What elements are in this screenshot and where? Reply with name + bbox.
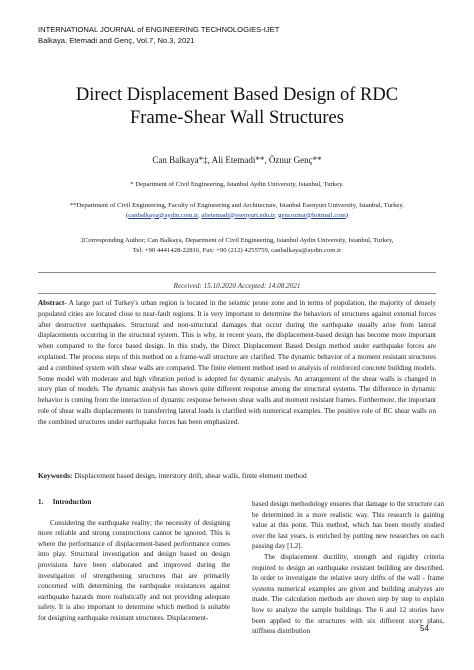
- intro-paragraph-1: Considering the earthquake reality; the necessity of designing more reliable and strong constructions cannot be ignored. This is where the performance of displacement-based performance comes into play. Structural investigation and design based on design provisions have been elaborated and improved during the investigation of strengthening structures that are primarily concerned with determining the earthquake resistances against earthquake hazards more realistically and not providing adequate safety. It is also important to determine which method is suitable for designing earthquake resistant structures. Displacement-: [38, 518, 230, 622]
- corresponding-author: [0, 236, 474, 255]
- affiliation-2: [0, 201, 474, 220]
- intro-paragraph-1-cont: based design methodology ensures that damage to the structure can be determined in a more realistic way. This research is gaining value at this point. This method, which has been mostly studied over the last years, is enriched by putting new researches on each passing day [1,2].: [252, 500, 444, 551]
- page-number: 54: [420, 624, 429, 633]
- affiliation-2-text: **Department of Civil Engineering, Faculty of Engineering and Architecture, Istanbul Esenyurt University, Istanbul, Turkey.: [69, 202, 405, 209]
- email-link-1[interactable]: canbalkaya@aydin.com.tr: [128, 211, 198, 219]
- journal-header: [38, 24, 279, 46]
- corresponding-author-line-2: Tel: +90 4441428-22816, Fax: +90 (212) 4255759, canbalkaya@aydin.com.tr: [132, 246, 342, 254]
- received-dates: Received: 15.10.2020 Accepted: 14.08.2021: [173, 282, 301, 290]
- abstract: [38, 298, 436, 428]
- affiliation-2-emails: (canbalkaya@aydin.com.tr, alietemadi@esenyurt.edu.tr, gencoznur@hotmail.com): [125, 211, 349, 219]
- journal-citation: Balkaya, Etemadi and Genç, Vol.7, No.3, 2021: [38, 36, 195, 45]
- intro-paragraph-2: The displacement ductility, strength and rigidity criteria required to design an earthquake resistant building are described. In order to investigate the relative story drifts of the wall - frame systems numerical examples are given and building analyzes are made. The calculation methods are shown step by step to explain how to analyze the sample buildings. The 6 and 12 stories have been applied to the structures with six different story plans, stiffness distribution: [252, 552, 444, 636]
- affiliation-1: * Department of Civil Engineering, Istanbul Aydin University, Istanbul, Turkey.: [130, 181, 344, 188]
- email-link-3[interactable]: gencoznur@hotmail.com: [278, 211, 346, 219]
- divider-abstract: [38, 293, 436, 294]
- column-right: [252, 499, 444, 637]
- section-title: Introduction: [52, 498, 92, 506]
- keywords-text: Displacement based design, interstory drift, shear walls, finite element method: [74, 471, 307, 480]
- journal-name: INTERNATIONAL JOURNAL of ENGINEERING TECHNOLOGIES-IJET: [38, 25, 280, 34]
- section-number: 1.: [38, 498, 44, 506]
- author-list: Can Balkaya*‡, Ali Etemadi**, Öznur Genç**: [152, 155, 322, 165]
- abstract-label: Abstract: [38, 299, 65, 307]
- corresponding-author-line-1: ‡Corresponding Author; Can Balkaya, Department of Civil Engineering, Istanbul Aydin University, Istanbul, Turkey,: [80, 237, 394, 244]
- paper-title-line-1: Direct Displacement Based Design of RDC: [75, 85, 399, 105]
- column-left: [38, 497, 230, 624]
- email-link-2[interactable]: alietemadi@esenyurt.edu.tr: [201, 211, 275, 219]
- section-heading-introduction: [38, 497, 230, 508]
- abstract-text: - A large part of Turkey's urban region is located in the seismic prone zone and in terms of population, the majority of densely populated cities are located close to near-fault regions. It is very important to determine the behaviors of structures against external forces after destructive earthquakes. Structural and non-structural damages that occur during the earthquake usually arise from lateral displacements occurring in the structural system. This is why, in recent years, the displacement-based design has become more important when compared to the force based design. In this study, the Direct Displacement Based Design method under earthquake forces are explained. The process steps of this method on a frame-wall structure are clarified. The dynamic behavior of a moment resistant structures and a combined system with shear walls are compared. The finite element method used to analysis of reinforced concrete building models. Some model with moderate and high vibration period is adopted for dynamic analysis. An arrangement of the shear walls is changed in story plan of models. The dynamic analysis has shown quite different response among the structural systems. The difference in dynamic behavior is coming from the interaction of dynamic response between shear walls and moment resistant frames. Furthermore, the important role of shear walls displacements in transferring lateral loads is clarified with numerical examples. The positive role of RC shear walls on the combined structures under earthquake forces has been emphasized.: [38, 299, 436, 426]
- keywords: [38, 471, 436, 481]
- keywords-label: Keywords:: [38, 471, 73, 480]
- paper-title-line-2: Frame-Shear Wall Structures: [130, 107, 344, 128]
- divider-top: [38, 272, 436, 273]
- paper-title: [0, 84, 474, 129]
